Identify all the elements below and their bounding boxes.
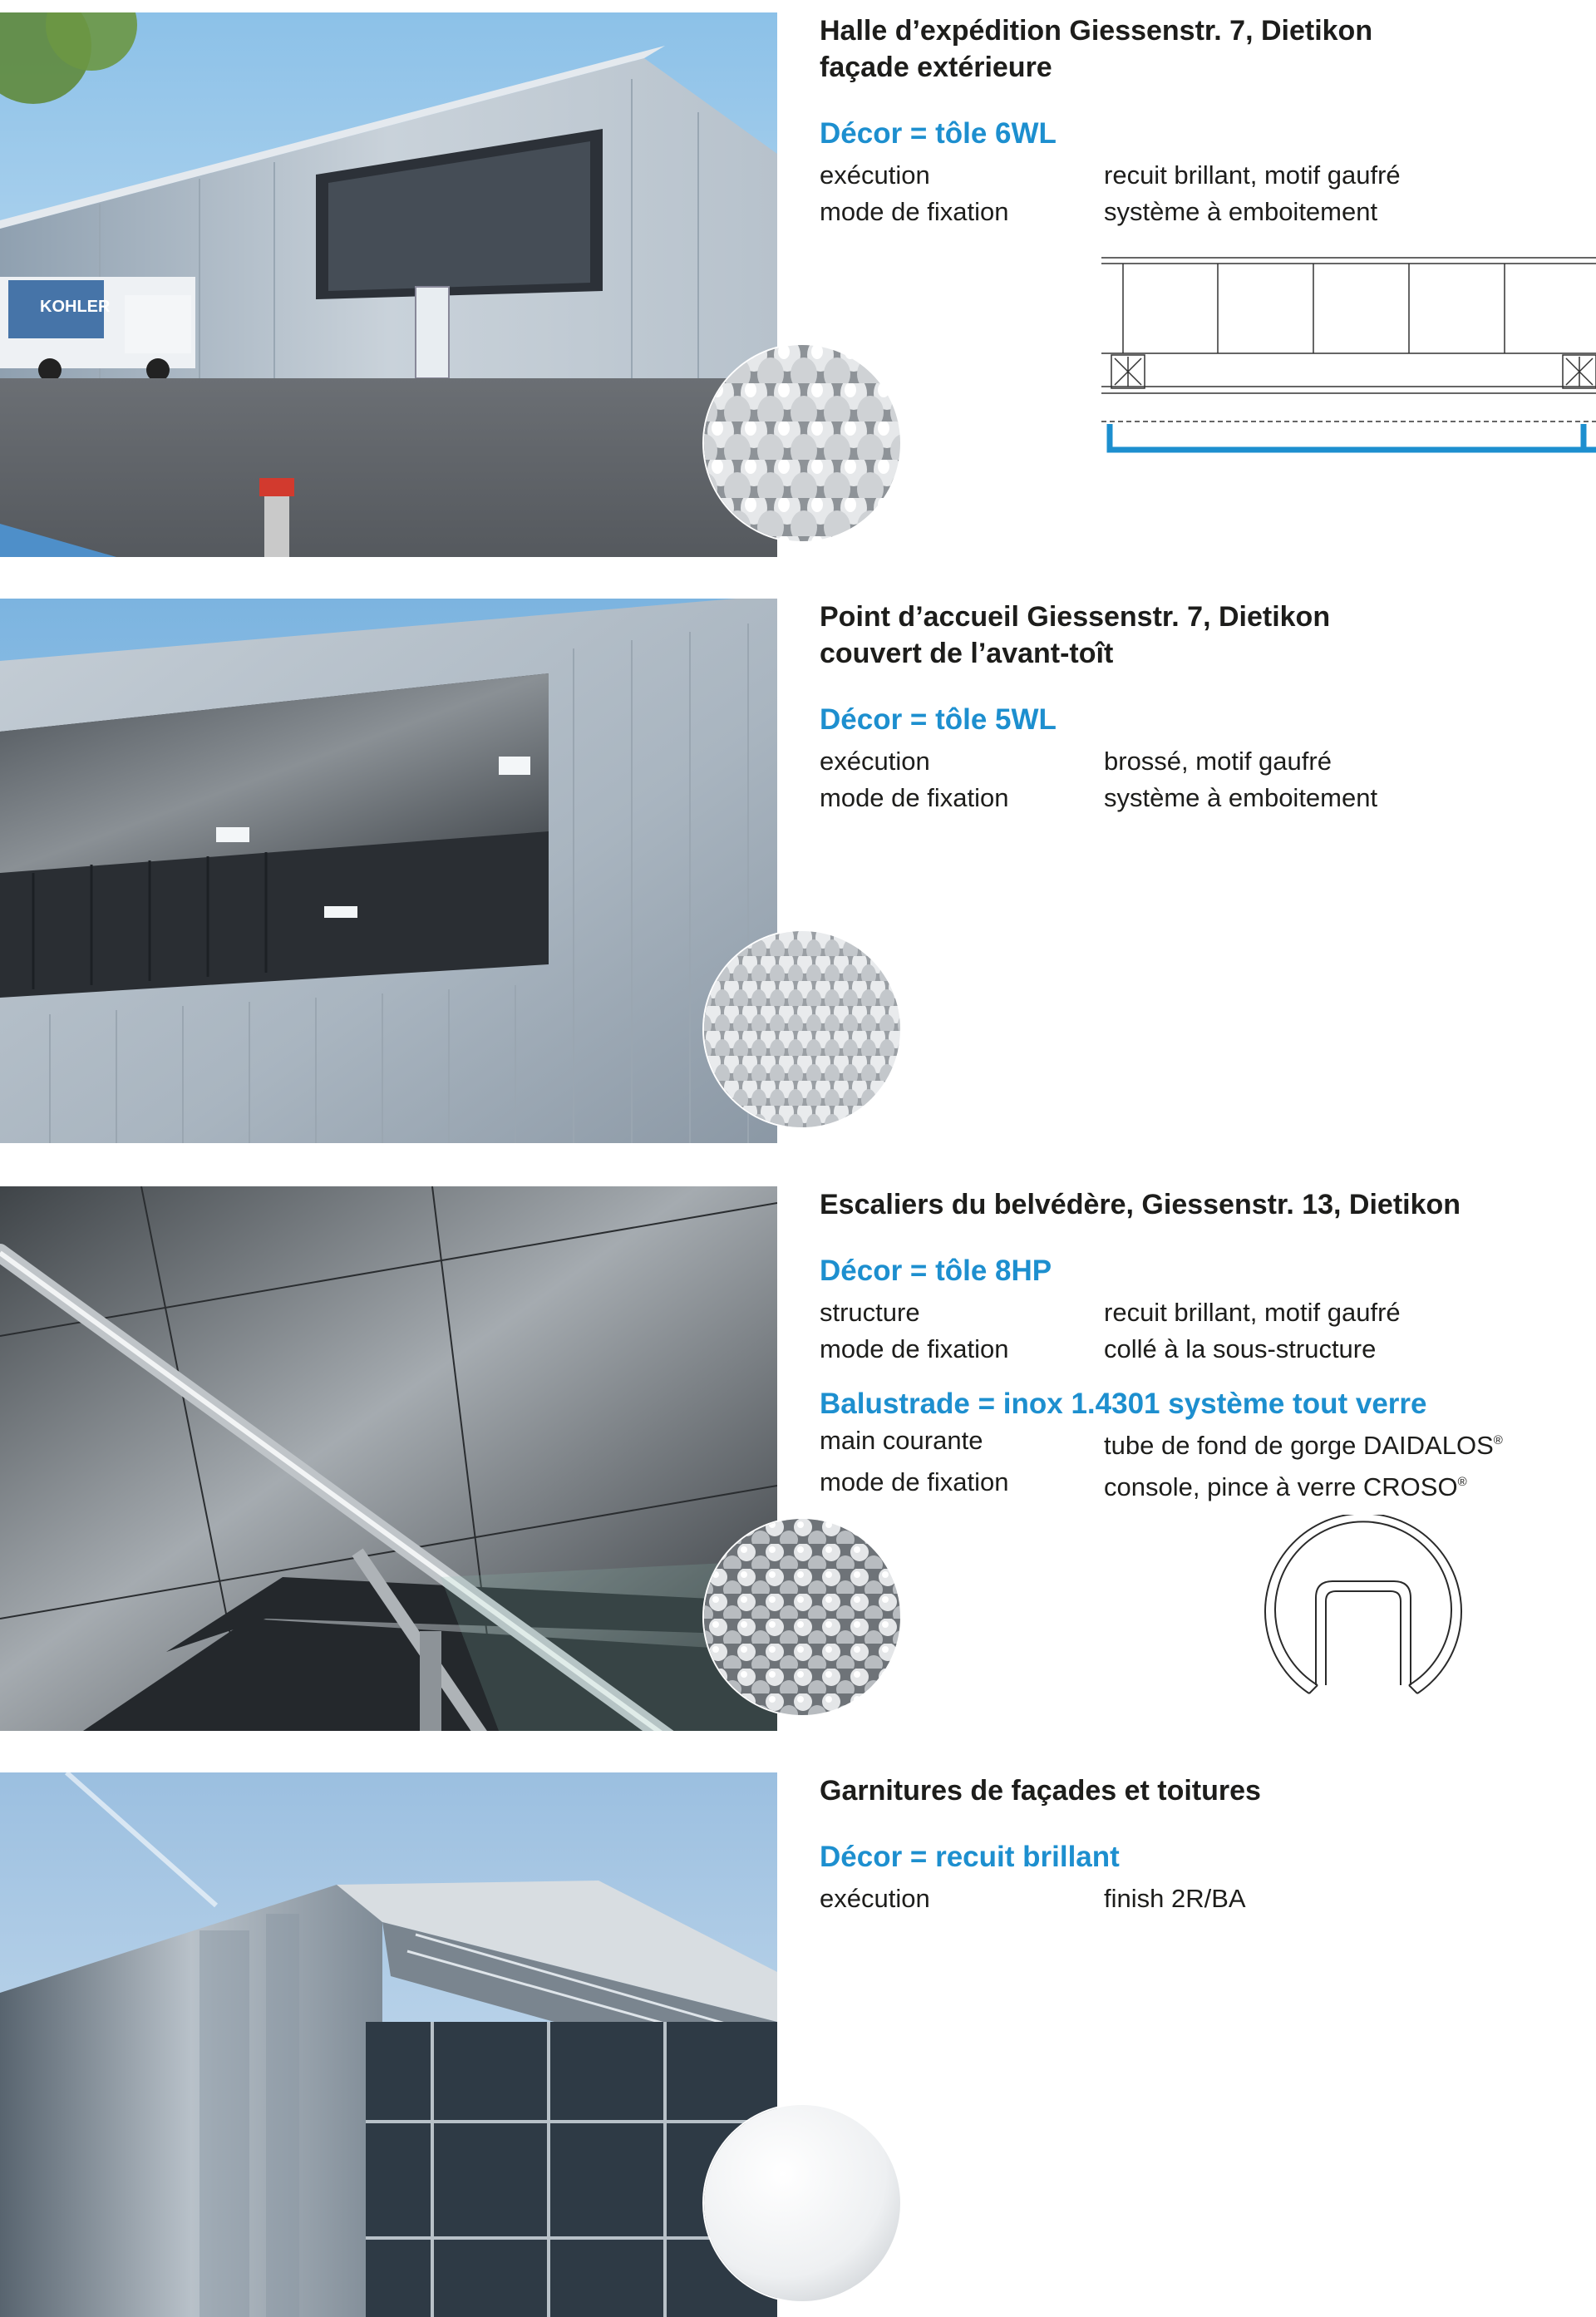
section-shipping-hall: [0, 12, 1596, 557]
handrail-profile-drawing: [1259, 1515, 1467, 1706]
photo-reception-canopy: [0, 599, 777, 1143]
spec-value: système à emboitement: [1104, 783, 1378, 812]
registered-mark: ®: [1493, 1433, 1503, 1447]
section-4-title: Garnitures de façades et toitures: [820, 1775, 1261, 1807]
section-4-text: [820, 1772, 1584, 1917]
spec-row: [820, 1464, 1584, 1506]
section-2-title-line-2: couvert de l’avant-toît: [820, 638, 1114, 669]
spec-value-text: console, pince à verre CROSO: [1104, 1472, 1458, 1501]
swatch-5wl-pattern: [704, 931, 900, 1127]
section-1-decor-heading: Décor = tôle 6WL: [820, 117, 1057, 150]
section-reception-point: [0, 599, 1596, 1143]
spec-key: exécution: [820, 160, 930, 190]
spec-row: [820, 1331, 1584, 1368]
spec-row: [820, 1881, 1584, 1917]
section-2-text: [820, 599, 1584, 816]
swatch-6wl-pattern: [704, 345, 900, 541]
swatch-8hp-pattern: [704, 1519, 900, 1715]
spec-key: mode de fixation: [820, 1334, 1009, 1363]
spec-key: mode de fixation: [820, 783, 1009, 812]
spec-value: finish 2R/BA: [1104, 1884, 1246, 1913]
spec-value: collé à la sous-structure: [1104, 1334, 1377, 1363]
spec-key: exécution: [820, 1884, 930, 1913]
spec-key: mode de fixation: [820, 1467, 1009, 1496]
spec-key: structure: [820, 1298, 920, 1327]
spec-row: [820, 1422, 1584, 1464]
section-3-title: Escaliers du belvédère, Giessenstr. 13, Dietikon: [820, 1189, 1461, 1220]
spec-value: [1104, 1464, 1467, 1506]
spec-row: [820, 1294, 1584, 1331]
facade-roof-illustration: [0, 1772, 777, 2317]
section-2-decor-heading: Décor = tôle 5WL: [820, 703, 1057, 736]
section-4-decor-heading: Décor = recuit brillant: [820, 1841, 1120, 1873]
spec-key: main courante: [820, 1426, 983, 1455]
spec-value-text: tube de fond de gorge DAIDALOS: [1104, 1431, 1494, 1460]
photo-belvedere-stairs: [0, 1186, 777, 1731]
section-facade-roof-trim: [0, 1772, 1596, 2317]
reception-canopy-illustration: [0, 599, 777, 1143]
section-3-decor-heading: Décor = tôle 8HP: [820, 1255, 1052, 1287]
spec-row: [820, 194, 1584, 230]
swatch-bright-annealed: [704, 2105, 900, 2301]
spec-row: [820, 780, 1584, 816]
spec-row: [820, 743, 1584, 780]
spec-key: exécution: [820, 747, 930, 776]
stairs-illustration: [0, 1186, 777, 1731]
truck-brand-text: KOHLER: [40, 298, 111, 316]
section-belvedere-stairs: [0, 1186, 1596, 1731]
shipping-hall-illustration: [0, 12, 777, 557]
section-1-text: [820, 12, 1584, 230]
photo-shipping-hall-facade: [0, 12, 777, 557]
section-1-title-line-2: façade extérieure: [820, 52, 1052, 83]
spec-key: mode de fixation: [820, 197, 1009, 226]
section-3-text: [820, 1186, 1584, 1506]
spec-row: [820, 157, 1584, 194]
section-1-title-line-1: Halle d’expédition Giessenstr. 7, Dietikon: [820, 15, 1373, 47]
photo-facade-roof-trim: [0, 1772, 777, 2317]
spec-value: système à emboitement: [1104, 197, 1378, 226]
spec-value: recuit brillant, motif gaufré: [1104, 160, 1401, 190]
spec-value: [1104, 1422, 1503, 1464]
section-3-balustrade-heading: Balustrade = inox 1.4301 système tout verre: [820, 1388, 1427, 1420]
section-2-title-line-1: Point d’accueil Giessenstr. 7, Dietikon: [820, 601, 1331, 633]
cladding-section-drawing: [1101, 254, 1596, 457]
spec-value: brossé, motif gaufré: [1104, 747, 1332, 776]
spec-value: recuit brillant, motif gaufré: [1104, 1298, 1401, 1327]
registered-mark: ®: [1457, 1475, 1467, 1489]
